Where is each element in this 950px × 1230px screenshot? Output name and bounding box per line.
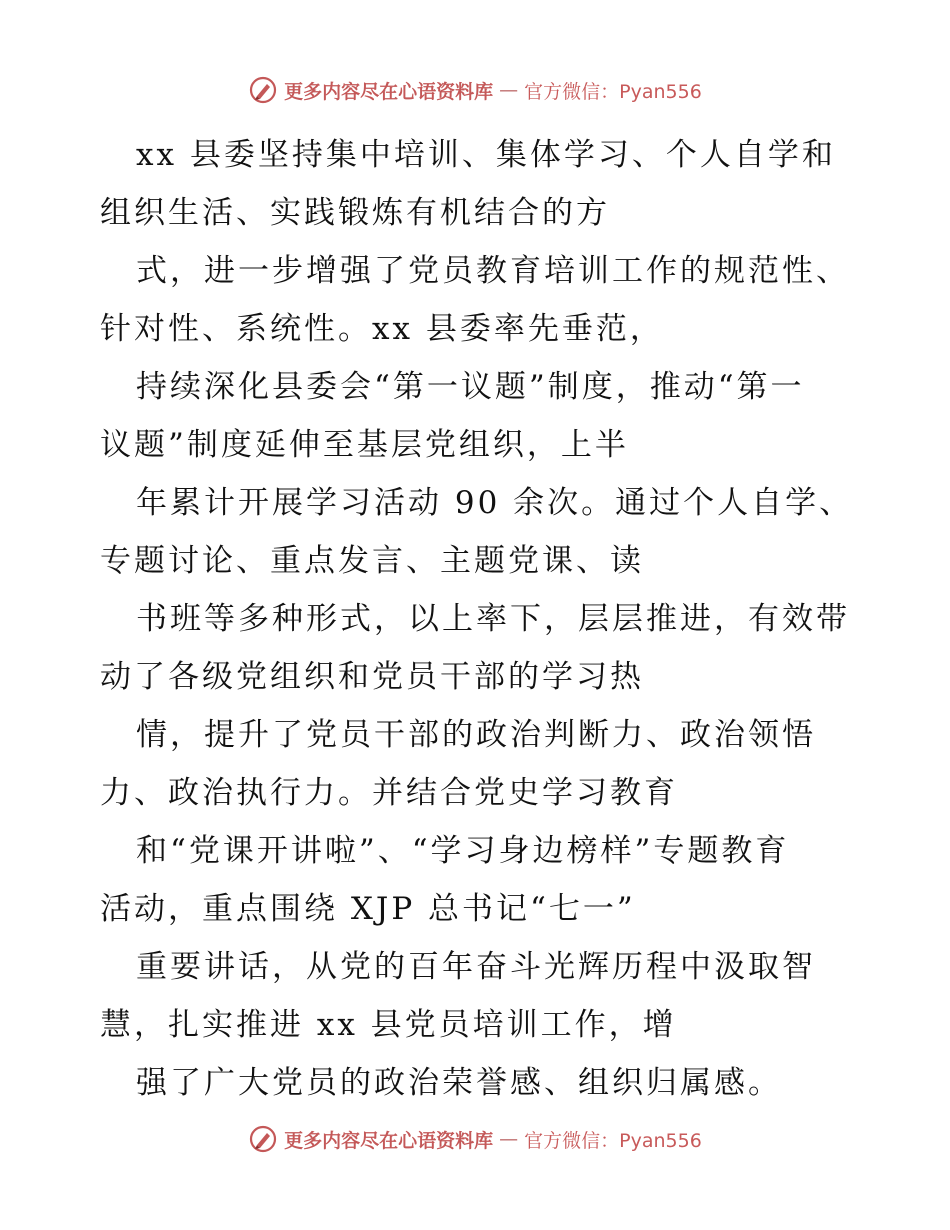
pen-circle-logo-icon	[248, 75, 278, 105]
paragraph-line: 议题”制度延伸至基层党组织，上半	[100, 427, 629, 463]
watermark-separator: —	[499, 1128, 519, 1150]
paragraph-line: 强了广大党员的政治荣誉感、组织归属感。	[136, 1065, 782, 1101]
paragraph-line: 书班等多种形式，以上率下，层层推进，有效带	[136, 601, 850, 637]
paragraph-line: 情，提升了党员干部的政治判断力、政治领悟	[136, 717, 816, 753]
paragraph-line: 组织生活、实践锻炼有机结合的方	[100, 195, 610, 231]
paragraph-line: 持续深化县委会“第一议题”制度，推动“第一	[136, 369, 805, 405]
watermark-main-text: 更多内容尽在心语资料库	[284, 1129, 494, 1152]
paragraph-line: 动了各级党组织和党员干部的学习热	[100, 659, 644, 695]
paragraph-line: 年累计开展学习活动 90 余次。通过个人自学、	[136, 485, 854, 521]
header-watermark	[0, 73, 950, 107]
paragraph-line: 专题讨论、重点发言、主题党课、读	[100, 543, 644, 579]
watermark-contact: 官方微信：Pyan556	[524, 80, 702, 103]
paragraph-line: 和“党课开讲啦”、“学习身边榜样”专题教育	[136, 833, 790, 869]
pen-circle-logo-icon	[248, 1124, 278, 1154]
watermark-contact: 官方微信：Pyan556	[524, 1129, 702, 1152]
watermark-separator: —	[499, 79, 519, 101]
paragraph-line: 活动，重点围绕 XJP 总书记“七一”	[100, 891, 636, 927]
document-body	[100, 126, 860, 1112]
footer-watermark	[0, 1122, 950, 1156]
paragraph-line: 针对性、系统性。xx 县委率先垂范，	[100, 311, 664, 347]
paragraph-line: 力、政治执行力。并结合党史学习教育	[100, 775, 678, 811]
paragraph-line: 慧，扎实推进 xx 县党员培训工作，增	[100, 1007, 677, 1043]
watermark-main-text: 更多内容尽在心语资料库	[284, 80, 494, 103]
paragraph-line: xx 县委坚持集中培训、集体学习、个人自学和	[136, 137, 836, 173]
paragraph-line: 式，进一步增强了党员教育培训工作的规范性、	[136, 253, 850, 289]
paragraph-line: 重要讲话，从党的百年奋斗光辉历程中汲取智	[136, 949, 816, 985]
